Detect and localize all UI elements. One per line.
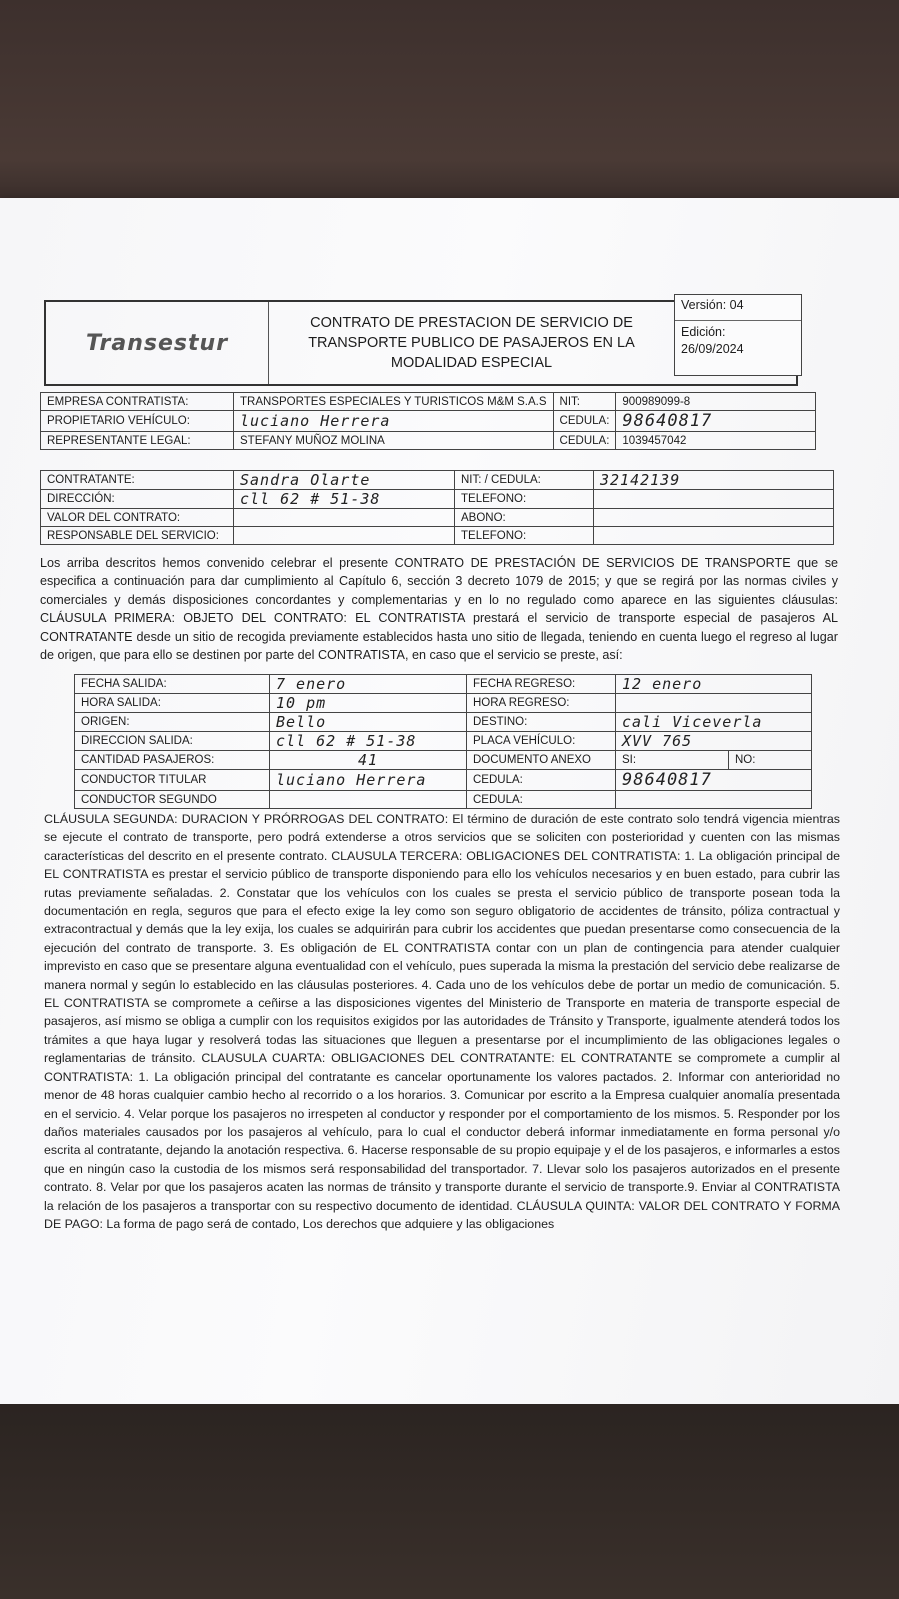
driver2-value (270, 791, 467, 809)
legal-rep-id-label: CEDULA: (553, 432, 616, 450)
return-date-value: 12 enero (616, 675, 812, 694)
contract-value (234, 509, 455, 527)
edition-label: Edición: (681, 325, 726, 339)
contractor-value: TRANSPORTES ESPECIALES Y TURISTICOS M&M S.A.S (234, 393, 554, 411)
responsible-phone-label: TELEFONO: (455, 527, 594, 545)
client-phone-value (594, 490, 834, 509)
version-label: Versión: 04 (675, 295, 801, 321)
contract-value-label: VALOR DEL CONTRATO: (41, 509, 234, 527)
contract-sheet (0, 198, 899, 1404)
departure-time-value: 10 pm (270, 694, 467, 713)
deposit-value (594, 509, 834, 527)
driver2-id-value (616, 791, 812, 809)
destination-value: cali Viceverla (616, 713, 812, 732)
address-value: cll 62 # 51-38 (234, 490, 455, 509)
contractor-label: EMPRESA CONTRATISTA: (41, 393, 234, 411)
document-title: CONTRATO DE PRESTACION DE SERVICIO DE TRANSPORTE PUBLICO DE PASAJEROS EN LA MODALIDAD ESPECIAL (308, 315, 635, 371)
deposit-label: ABONO: (455, 509, 594, 527)
driver-label: CONDUCTOR TITULAR (75, 770, 270, 791)
responsible-label: RESPONSABLE DEL SERVICIO: (41, 527, 234, 545)
legal-rep-id-value: 1039457042 (616, 432, 816, 450)
table-surface-top (0, 0, 899, 200)
annex-yes: SI: (616, 751, 729, 770)
driver-id-label: CEDULA: (467, 770, 616, 791)
departure-time-label: HORA SALIDA: (75, 694, 270, 713)
legal-rep-value: STEFANY MUÑOZ MOLINA (234, 432, 554, 450)
plate-label: PLACA VEHÍCULO: (467, 732, 616, 751)
owner-id-value: 98640817 (616, 411, 816, 432)
document-header (44, 300, 798, 386)
owner-id-label: CEDULA: (553, 411, 616, 432)
company-table (40, 392, 816, 450)
client-nit-value: 32142139 (594, 471, 834, 490)
intro-paragraph: Los arriba descritos hemos convenido celebrar el presente CONTRATO DE PRESTACIÓN DE SERVICIOS DE TRANSPORTE que se especifica a continuación para dar cumplimiento al Capítulo 6, sección 3 decreto 1079 de 2015; y que se regirá por las normas civiles y comerciales y demás disposiciones concordantes y complementarias y en lo no regulado como aparece en las siguientes cláusulas: CLÁUSULA PRIMERA: OBJETO DEL CONTRATO: EL CONTRATISTA prestará el servicio de transporte especial de pasajeros AL CONTRATANTE desde un sitio de recogida previamente establecidos hasta uno sitio de llegada, teniendo en cuenta luego el regreso al lugar de origen, que para ello se destinen por parte del CONTRATISTA, en caso que el servicio se preste, así: (40, 556, 838, 663)
version-box (674, 294, 802, 376)
owner-value: luciano Herrera (234, 411, 554, 432)
address-label: DIRECCIÓN: (41, 490, 234, 509)
plate-value: XVV 765 (616, 732, 812, 751)
contractant-value: Sandra Olarte (234, 471, 455, 490)
trip-table (74, 674, 812, 809)
edition-box (675, 321, 801, 361)
responsible-value (234, 527, 455, 545)
company-logo: Transestur (85, 330, 229, 356)
edition-date: 26/09/2024 (681, 342, 744, 356)
nit-value: 900989099-8 (616, 393, 816, 411)
passengers-label: CANTIDAD PASAJEROS: (75, 751, 270, 770)
return-time-value (616, 694, 812, 713)
client-phone-label: TELEFONO: (455, 490, 594, 509)
owner-label: PROPIETARIO VEHÍCULO: (41, 411, 234, 432)
departure-date-label: FECHA SALIDA: (75, 675, 270, 694)
legal-rep-label: REPRESENTANTE LEGAL: (41, 432, 234, 450)
driver2-id-label: CEDULA: (467, 791, 616, 809)
annex-label: DOCUMENTO ANEXO (467, 751, 616, 770)
driver-value: luciano Herrera (270, 770, 467, 791)
origin-value: Bello (270, 713, 467, 732)
driver2-label: CONDUCTOR SEGUNDO (75, 791, 270, 809)
passengers-value: 41 (270, 751, 467, 770)
client-nit-label: NIT: / CEDULA: (455, 471, 594, 490)
origin-label: ORIGEN: (75, 713, 270, 732)
clauses-paragraph: CLÁUSULA SEGUNDA: DURACION Y PRÓRROGAS DEL CONTRATO: El término de duración de este contrato solo tendrá vigencia mientras se ejecute el contrato de transporte, pero podrá extenderse a otros servicios que se soliciten con posterioridad y cuenten con las mismas características del descrito en el presente contrato. CLAUSULA TERCERA: OBLIGACIONES DEL CONTRATISTA: 1. La obligación principal de EL CONTRATISTA es prestar el servicio público de transporte disponiendo para ello los vehículos necesarios y en buen estado, para cubrir las rutas previamente señaladas. 2. Constatar que los vehículos con los cuales se presta el servicio público de transporte posean toda la documentación en regla, seguros que para el efecto exige la ley como son seguro obligatorio de accidentes de tránsito, póliza contractual y extracontractual y demás que la ley exija, los cuales se adquirirán para cubrir los accidentes que puedan presentarse como consecuencia de la ejecución del contrato de transporte. 3. Es obligación de EL CONTRATISTA contar con un plan de contingencia para atender cualquier imprevisto en caso que se presentare alguna eventualidad con el vehículo, pues superada la misma la prestación del servicio debe realizarse de manera normal y según lo establecido en las cláusulas posteriores. 4. Cada uno de los vehículos debe de portar un medio de comunicación. 5. EL CONTRATISTA se compromete a ceñirse a las disposiciones vigentes del Ministerio de Transporte en materia de transporte especial de pasajeros, así mismo se obliga a cumplir con los requisitos exigidos por las autoridades de Tránsito y Transporte, igualmente atenderá todos los trámites a que haya lugar y resolverá todas las situaciones que lleguen a presentarse por el incumplimiento de las obligaciones legales o reglamentarias de tránsito. CLAUSULA CUARTA: OBLIGACIONES DEL CONTRATANTE: EL CONTRATANTE se compromete a cumplir al CONTRATISTA: 1. La obligación principal del contratante es cancelar oportunamente los valores pactados. 2. Informar con anterioridad no menor de 48 horas cualquier cambio hecho al recorrido o a los horarios. 3. Comunicar por escrito a la Empresa cualquier anomalía presentada en el servicio. 4. Velar porque los pasajeros no irrespeten al conductor y responder por el comportamiento de los mismos. 5. Responder por los daños materiales causados por los pasajeros al vehículo, para lo cual el conductor deberá informar inmediatamente en forma personal y/o escrita al contratante, dejando la anotación respectiva. 6. Hacerse responsable de su propio equipaje y el de los pasajeros, e informarles a estos que en ningún caso la custodia de los mismos será responsabilidad del transportador. 7. Llevar solo los pasajeros autorizados en el presente contrato. 8. Velar por que los pasajeros acaten las normas de tránsito y transporte durante el servicio de transporte.9. Enviar al CONTRATISTA la relación de los pasajeros a transportar con su respectivo documento de identidad. CLÁUSULA QUINTA: VALOR DEL CONTRATO Y FORMA DE PAGO: La forma de pago será de contado, Los derechos que adquiere y las obligaciones (44, 812, 840, 1231)
contractant-label: CONTRATANTE: (41, 471, 234, 490)
responsible-phone-value (594, 527, 834, 545)
table-surface-bottom (0, 1404, 899, 1599)
departure-address-label: DIRECCION SALIDA: (75, 732, 270, 751)
departure-date-value: 7 enero (270, 675, 467, 694)
logo-cell (46, 302, 269, 384)
destination-label: DESTINO: (467, 713, 616, 732)
client-table (40, 470, 834, 545)
annex-no: NO: (729, 751, 812, 770)
departure-address-value: cll 62 # 51-38 (270, 732, 467, 751)
nit-label: NIT: (553, 393, 616, 411)
return-date-label: FECHA REGRESO: (467, 675, 616, 694)
driver-id-value: 98640817 (616, 770, 812, 791)
return-time-label: HORA REGRESO: (467, 694, 616, 713)
